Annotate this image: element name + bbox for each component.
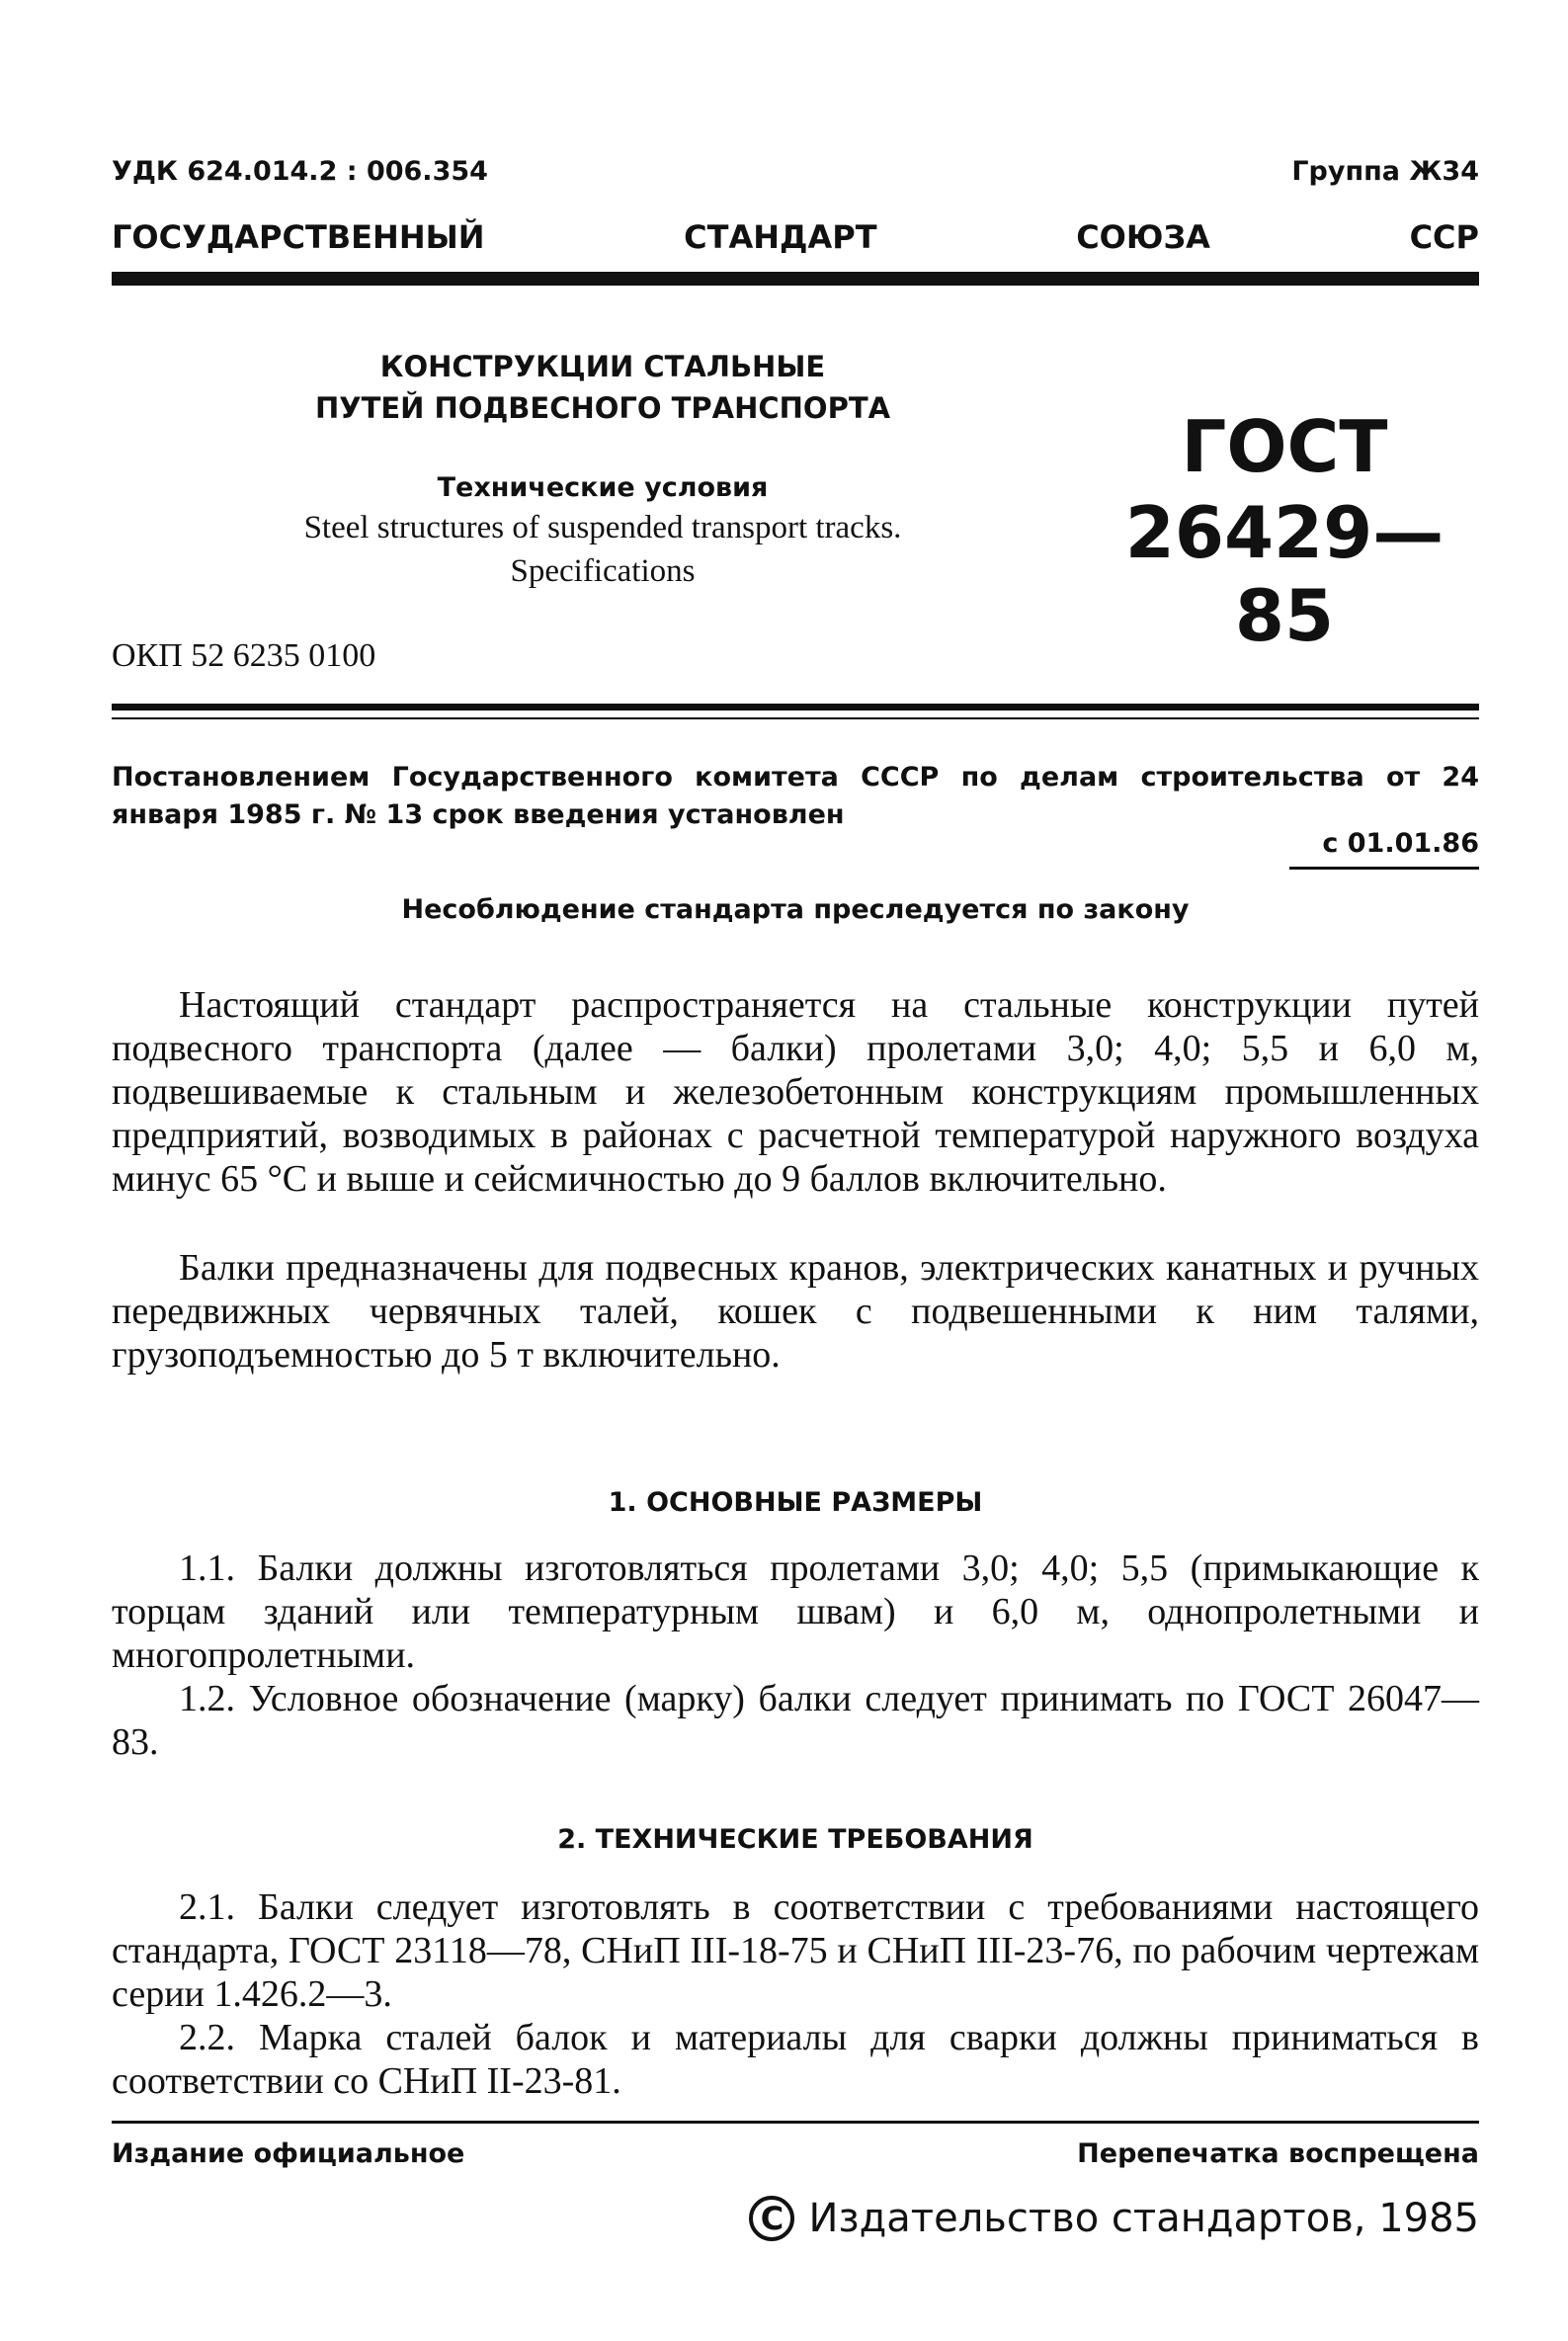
footer-divider [112, 2121, 1479, 2124]
legal-warning: Несоблюдение стандарта преследуется по закону [401, 894, 1190, 925]
okp-code: ОКП 52 6235 0100 [112, 637, 376, 674]
classification-group: Группа Ж34 [1291, 156, 1479, 187]
clause-1-1: 1.1. Балки должны изготовляться пролетами 3,0; 4,0; 5,5 (примыкающие к торцам зданий или температурным швам) и 6,0 м, однопролетными и многопролетными. [112, 1547, 1479, 1676]
subtitle: Технические условия [437, 472, 769, 503]
effective-date: с 01.01.86 [1322, 828, 1479, 859]
gost-number: 26429—85 [1124, 491, 1444, 657]
clause-2-1: 2.1. Балки следует изготовлять в соответствии с требованиями настоящего стандарта, ГОСТ 23118—78, СНиП III-18-75 и СНиП III-23-76, по рабочим чертежам серии 1.426.2—3. [112, 1886, 1479, 2015]
document-title-block [178, 346, 1028, 590]
state-standard-banner [112, 218, 1479, 256]
clause-2-2: 2.2. Марка сталей балок и материалы для сварки должны приниматься в соответствии со СНиП II-23-81. [112, 2017, 1479, 2102]
banner-word-1: ГОСУДАРСТВЕННЫЙ [112, 218, 485, 256]
banner-word-4: ССР [1409, 218, 1479, 256]
title-line-1: КОНСТРУКЦИИ СТАЛЬНЫЕ [379, 350, 826, 383]
section-2-heading: 2. ТЕХНИЧЕСКИЕ ТРЕБОВАНИЯ [557, 1824, 1033, 1855]
copyright-icon: C [749, 2196, 794, 2241]
reprint-prohibited-note: Перепечатка воспрещена [1077, 2138, 1479, 2169]
publisher: Издательство стандартов, 1985 [808, 2196, 1479, 2241]
copyright-line [749, 2196, 1479, 2241]
section-1-heading: 1. ОСНОВНЫЕ РАЗМЕРЫ [608, 1487, 983, 1518]
title-line-2: ПУТЕЙ ПОДВЕСНОГО ТРАНСПОРТА [314, 391, 891, 425]
english-title-line-2: Specifications [510, 553, 696, 589]
intro-paragraph-2: Балки предназначены для подвесных кранов, электрических канатных и ручных передвижных червячных талей, кошек с подвешенными к ним талями, грузоподъемностью до 5 т включительно. [112, 1247, 1479, 1376]
banner-word-3: СОЮЗА [1076, 218, 1210, 256]
banner-word-2: СТАНДАРТ [684, 218, 877, 256]
section-divider-thick [112, 704, 1479, 711]
gost-label: ГОСТ [1181, 405, 1388, 488]
intro-paragraph-1: Настоящий стандарт распространяется на стальные конструкции путей подвесного транспорта (далее — балки) пролетами 3,0; 4,0; 5,5 и 6,0 м, подвешиваемые к стальным и железобетонным конструкциям промышленных предприятий, возводимых в районах с расчетной температурой наружного воздуха минус 65 °С и выше и сейсмичностью до 9 баллов включительно. [112, 984, 1479, 1200]
decree-text: Постановлением Государственного комитета СССР по делам строительства от 24 января 1985 г. № 13 срок введения установлен [112, 762, 1479, 830]
english-title-line-1: Steel structures of suspended transport tracks. [303, 510, 902, 545]
effective-date-underline [1289, 867, 1479, 870]
official-edition-note: Издание официальное [112, 2138, 465, 2169]
section-divider-thin [112, 717, 1479, 719]
clause-1-2: 1.2. Условное обозначение (марку) балки следует принимать по ГОСТ 26047—83. [112, 1678, 1479, 1763]
udk-code: УДК 624.014.2 : 006.354 [112, 156, 488, 187]
header-divider [112, 272, 1479, 286]
